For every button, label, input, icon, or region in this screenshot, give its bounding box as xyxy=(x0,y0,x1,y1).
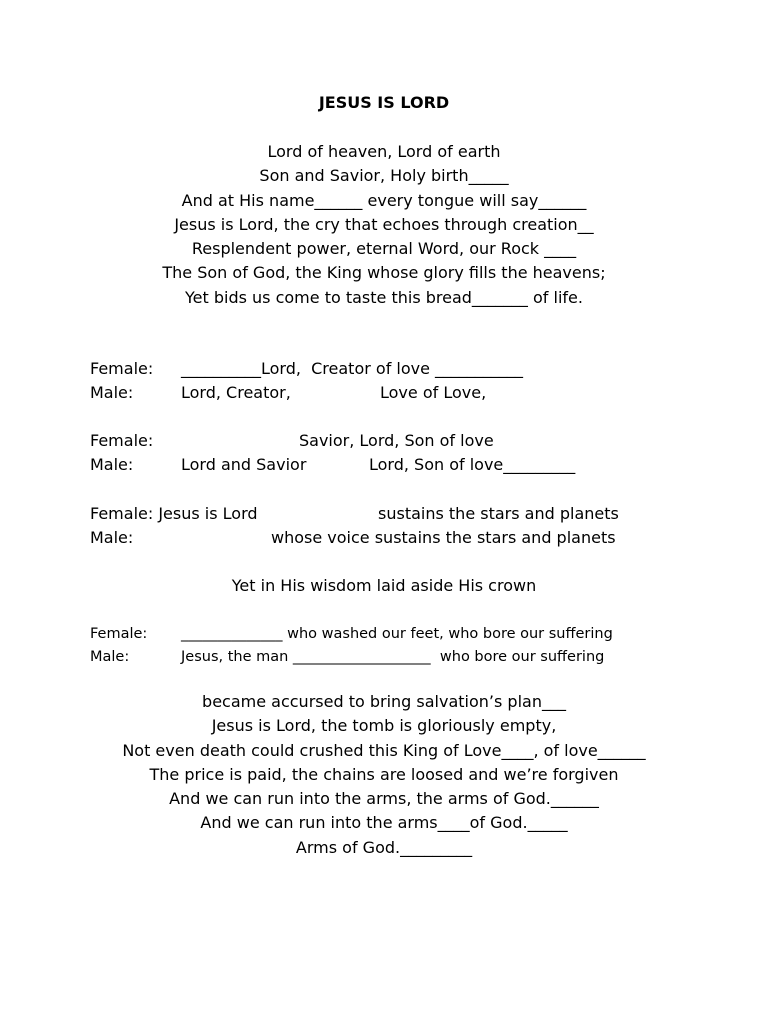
lyric-line: Lord of heaven, Lord of earth xyxy=(267,142,501,161)
speaker-label: Male: xyxy=(90,455,134,474)
female-line xyxy=(0,357,768,381)
lyric-part: Savior, Lord, Son of love xyxy=(299,431,494,450)
male-line xyxy=(0,381,768,405)
lyric-part: whose voice sustains the stars and planets xyxy=(271,528,616,547)
lyric-line: And we can run into the arms____of God._____ xyxy=(200,813,568,833)
lyric-part: sustains the stars and planets xyxy=(378,504,619,523)
lyric-line: Resplendent power, eternal Word, our Rock ____ xyxy=(191,239,577,259)
verse-2 xyxy=(0,690,768,860)
speaker-label: Male: xyxy=(90,649,130,665)
lyric-part: __________Lord, Creator of love ___________ xyxy=(181,359,524,378)
lyric-part: Jesus, the man ___________________ who bore our suffering xyxy=(181,649,605,665)
verse-1 xyxy=(0,140,768,310)
female-line xyxy=(0,429,768,453)
male-line xyxy=(0,526,768,550)
male-line xyxy=(0,453,768,477)
speaker-label: Female: Jesus is Lord xyxy=(90,504,258,523)
male-line xyxy=(0,645,768,669)
lyric-line: Yet bids us come to taste this bread_______ of life. xyxy=(185,287,583,307)
lyric-line: Son and Savior, Holy birth_____ xyxy=(259,166,509,186)
song-title: JESUS IS LORD xyxy=(318,93,450,112)
lyric-line: Jesus is Lord, the tomb is gloriously empty, xyxy=(211,716,557,736)
speaker-label: Male: xyxy=(90,528,134,547)
lyric-line: Arms of God._________ xyxy=(295,837,473,857)
female-line xyxy=(0,502,768,526)
lyric-part: ______________ who washed our feet, who bore our suffering xyxy=(181,626,613,642)
speaker-label: Female: xyxy=(90,431,154,450)
lyric-line: The price is paid, the chains are loosed and we’re forgiven xyxy=(149,764,619,784)
lyric-line: Yet in His wisdom laid aside His crown xyxy=(231,576,537,595)
lyric-part: Love of Love, xyxy=(380,383,487,402)
lyric-part: Lord and Savior xyxy=(181,455,307,474)
lyric-part: Lord, Son of love_________ xyxy=(369,455,576,474)
lyric-line: The Son of God, the King whose glory fills the heavens; xyxy=(162,263,606,283)
female-line xyxy=(0,622,768,646)
speaker-label: Male: xyxy=(90,383,134,402)
lyric-line: Jesus is Lord, the cry that echoes through creation__ xyxy=(174,214,594,234)
lyric-line: And at His name______ every tongue will say______ xyxy=(181,190,587,210)
bridge xyxy=(0,574,768,598)
lyric-line: became accursed to bring salvation’s plan___ xyxy=(202,692,566,711)
lyric-line: Not even death could crushed this King of Love____, of love______ xyxy=(122,740,646,760)
speaker-label: Female: xyxy=(90,359,154,378)
lyric-part: Lord, Creator, xyxy=(181,383,291,402)
lyric-line: And we can run into the arms, the arms of God.______ xyxy=(169,789,599,809)
speaker-label: Female: xyxy=(90,626,148,642)
